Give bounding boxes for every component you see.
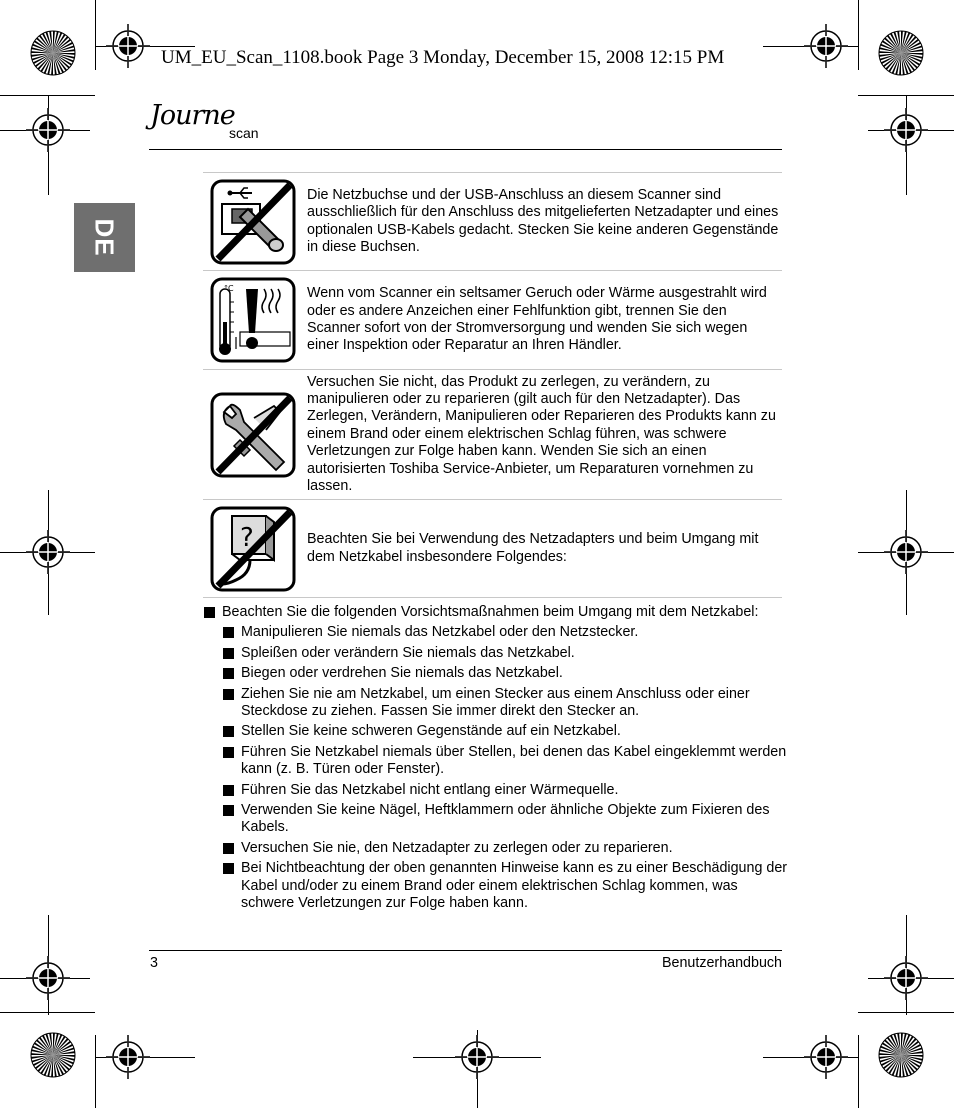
registration-mark <box>26 956 70 1000</box>
star-target <box>31 1033 75 1077</box>
language-tab-label: DE <box>90 218 120 257</box>
svg-text:?: ? <box>240 522 254 553</box>
warning-row <box>203 270 782 369</box>
bullet-square-icon <box>223 668 234 679</box>
language-tab <box>74 203 135 272</box>
bullet-square-icon <box>223 747 234 758</box>
list-item: Verwenden Sie keine Nägel, Heftklammern oder ähnliche Objekte zum Fixieren des Kabels. <box>203 802 788 837</box>
bullet-square-icon <box>223 726 234 737</box>
registration-mark <box>455 1035 499 1079</box>
bullet-square-icon <box>223 863 234 874</box>
list-item: Manipulieren Sie niemals das Netzkabel oder den Netzstecker. <box>203 624 788 641</box>
warning-text: Versuchen Sie nicht, das Produkt zu zerlegen, zu verändern, zu manipulieren oder zu reparieren (gilt auch für den Netzadapter). Das Zerlegen, Verändern, Manipulieren oder Reparieren des Produkts kann zu einem Brand oder einem elektrischen Schlag führen, was schwere Verletzungen zur Folge haben kann. Wenden Sie sich an einen autorisierten Toshiba Service-Anbieter, um Reparaturen vornehmen zu lassen. <box>307 373 776 495</box>
logo-product: scan <box>229 125 259 141</box>
bullet-square-icon <box>223 843 234 854</box>
registration-mark <box>106 1035 150 1079</box>
bullet-square-icon <box>223 785 234 796</box>
header-rule <box>149 149 782 150</box>
star-target <box>31 31 75 75</box>
registration-mark <box>106 24 150 68</box>
warning-row <box>203 172 782 270</box>
registration-mark <box>884 956 928 1000</box>
list-item: Bei Nichtbeachtung der oben genannten Hinweise kann es zu einer Beschädigung der Kabel und/oder zu einem Brand oder einem elektrischen Schlag kommen, was schwere Verletzungen zur Folge haben kann. <box>203 860 788 912</box>
warning-text: Wenn vom Scanner ein seltsamer Geruch oder Wärme ausgestrahlt wird oder es andere Anzeichen einer Fehlfunktion gibt, trennen Sie den Scanner sofort von der Stromversorgung und wenden Sie sich wegen einer Inspektion oder Reparatur an Ihren Händler. <box>307 285 767 354</box>
print-header: UM_EU_Scan_1108.book Page 3 Monday, December 15, 2008 12:15 PM <box>161 47 725 68</box>
star-target <box>879 1033 923 1077</box>
registration-mark <box>884 108 928 152</box>
registration-mark <box>26 530 70 574</box>
bullet-square-icon <box>204 607 215 618</box>
list-item: Beachten Sie die folgenden Vorsichtsmaßnahmen beim Umgang mit dem Netzkabel: <box>203 604 788 621</box>
warning-text: Die Netzbuchse und der USB-Anschluss an diesem Scanner sind ausschließlich für den Anschluss des mitgelieferten Netzadapter und eines optionalen USB-Kabels gedacht. Stecken Sie keine anderen Gegenstände in diese Buchsen. <box>307 186 779 255</box>
list-item: Führen Sie Netzkabel niemals über Stellen, bei denen das Kabel eingeklemmt werden kann (z. B. Türen oder Fenster). <box>203 744 788 779</box>
footer-rule <box>149 950 782 951</box>
svg-text:°C: °C <box>224 284 234 293</box>
list-item: Spleißen oder verändern Sie niemals das Netzkabel. <box>203 645 788 662</box>
registration-mark <box>804 24 848 68</box>
registration-mark <box>884 530 928 574</box>
list-item: Biegen oder verdrehen Sie niemals das Netzkabel. <box>203 665 788 682</box>
no-unknown-adapter-icon <box>203 500 303 597</box>
list-item: Stellen Sie keine schweren Gegenstände auf ein Netzkabel. <box>203 723 788 740</box>
footer-title: Benutzerhandbuch <box>661 955 782 971</box>
bullet-square-icon <box>223 689 234 700</box>
warning-row <box>203 499 782 598</box>
bullet-square-icon <box>223 648 234 659</box>
warning-text: Beachten Sie bei Verwendung des Netzadapters und beim Umgang mit dem Netzkabel insbesondere Folgendes: <box>307 531 759 565</box>
heat-warning-icon <box>203 271 303 369</box>
star-target <box>879 31 923 75</box>
warning-table <box>203 172 782 598</box>
list-item: Ziehen Sie nie am Netzkabel, um einen Stecker aus einem Anschluss oder einer Steckdose zu ziehen. Fassen Sie immer direkt den Stecker an. <box>203 686 788 721</box>
page-number: 3 <box>150 955 158 971</box>
bullet-square-icon <box>223 805 234 816</box>
no-disassembly-wrench-icon <box>203 370 303 499</box>
list-item: Führen Sie das Netzkabel nicht entlang einer Wärmequelle. <box>203 782 788 799</box>
precautions-list <box>203 604 788 916</box>
registration-mark <box>26 108 70 152</box>
list-item: Versuchen Sie nie, den Netzadapter zu zerlegen oder zu reparieren. <box>203 840 788 857</box>
logo-script: Journe <box>150 100 235 131</box>
no-usb-plug-icon <box>203 173 303 270</box>
warning-row <box>203 369 782 499</box>
bullet-square-icon <box>223 627 234 638</box>
registration-mark <box>804 1035 848 1079</box>
